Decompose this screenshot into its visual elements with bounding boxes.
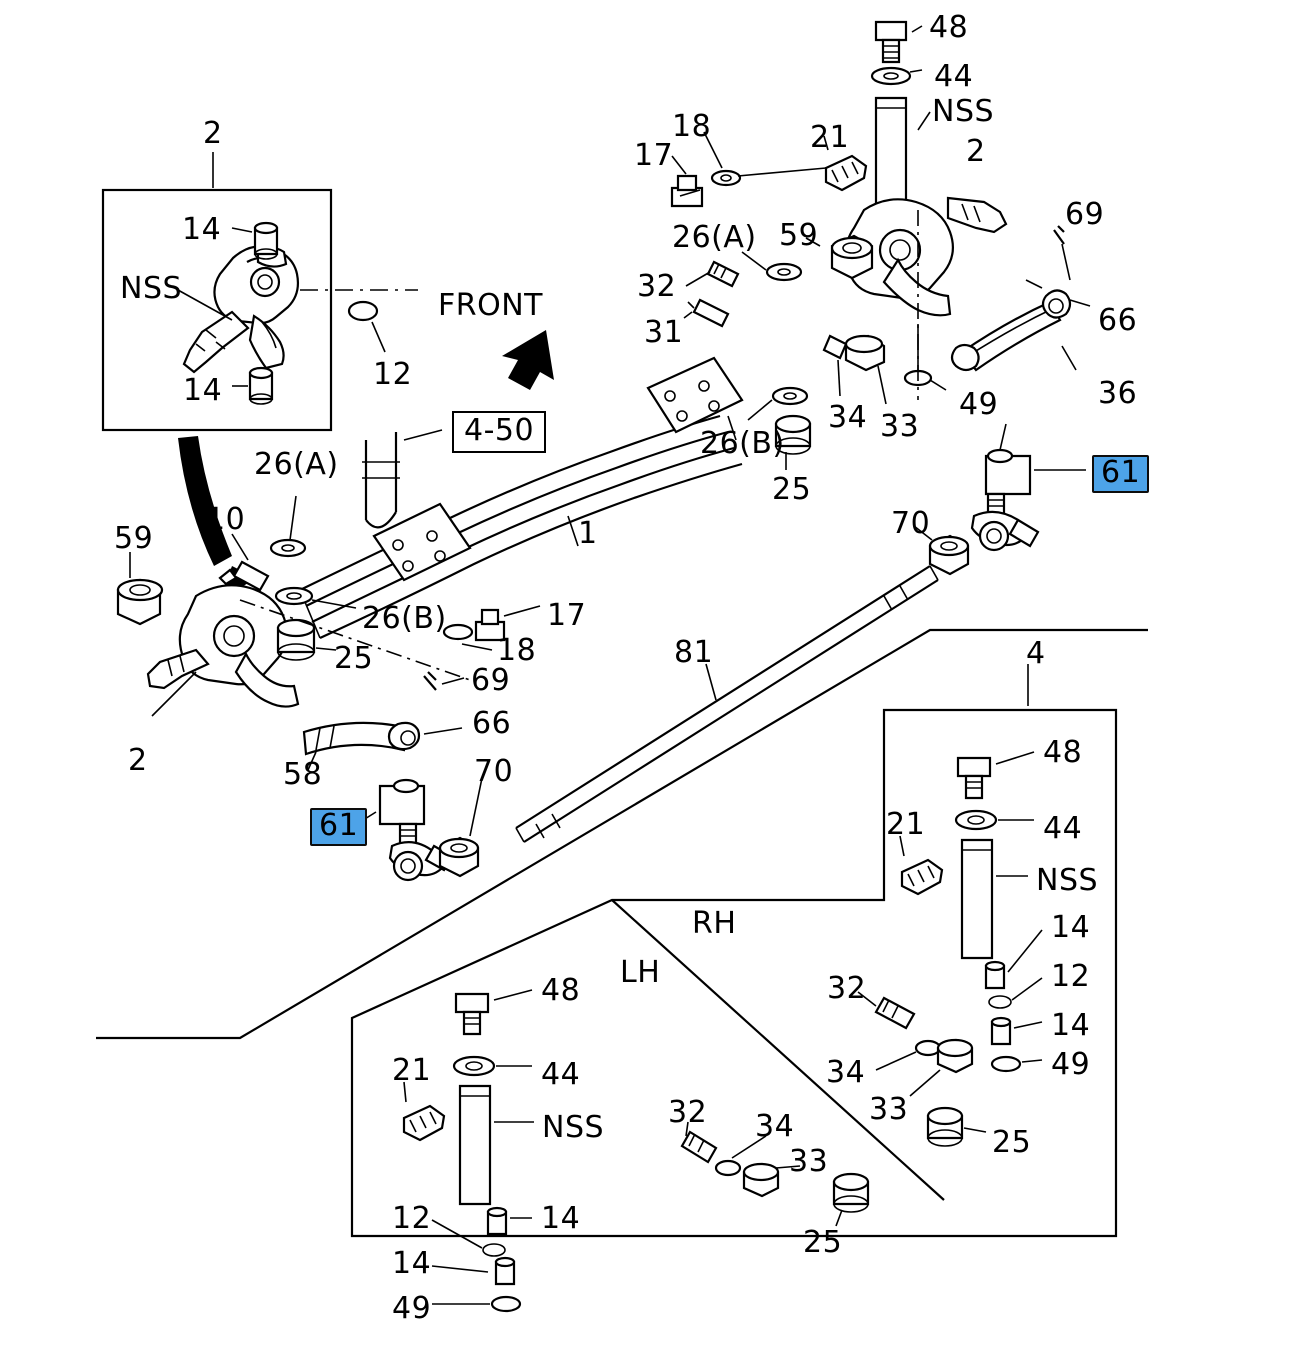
callout-70-left: 70 <box>474 754 514 789</box>
reference-4-50: 4-50 <box>452 411 546 453</box>
callout-21-top: 21 <box>810 120 850 155</box>
callout-26a-top: 26(A) <box>672 220 757 255</box>
callout-49-rh: 49 <box>1051 1047 1091 1082</box>
side-label-rh: RH <box>692 906 737 941</box>
callout-34-rh: 34 <box>826 1055 866 1090</box>
callout-25-lh: 25 <box>803 1225 843 1260</box>
callout-14-inset-a: 14 <box>182 212 222 247</box>
callout-nss-inset: NSS <box>120 271 183 306</box>
callout-12-inset: 12 <box>373 357 413 392</box>
callout-1: 1 <box>578 516 598 551</box>
callout-12-rh: 12 <box>1051 959 1091 994</box>
callout-nss-rh: NSS <box>1036 863 1099 898</box>
callout-21-rh: 21 <box>886 807 926 842</box>
callout-10: 10 <box>206 502 246 537</box>
callout-21-lh: 21 <box>392 1053 432 1088</box>
front-direction-label: FRONT <box>438 288 543 323</box>
callout-58: 58 <box>283 757 323 792</box>
callout-59-left: 59 <box>114 521 154 556</box>
callout-34-top: 34 <box>828 400 868 435</box>
callout-49-lh: 49 <box>392 1291 432 1326</box>
callout-66-left: 66 <box>472 706 512 741</box>
callout-26b-top: 26(B) <box>700 426 785 461</box>
callout-81: 81 <box>674 635 714 670</box>
callout-nss-lh: NSS <box>542 1110 605 1145</box>
callout-2-left: 2 <box>128 743 148 778</box>
callout-4: 4 <box>1026 636 1046 671</box>
callout-69-right: 69 <box>1065 197 1105 232</box>
callout-26b-left: 26(B) <box>362 601 447 636</box>
callout-18-left: 18 <box>497 633 537 668</box>
callout-48-rh: 48 <box>1043 735 1083 770</box>
side-label-lh: LH <box>620 955 661 990</box>
callout-25-rh: 25 <box>992 1125 1032 1160</box>
callout-48-lh: 48 <box>541 973 581 1008</box>
callout-14-rh-2: 14 <box>1051 1008 1091 1043</box>
callout-44-top: 44 <box>934 59 974 94</box>
highlighted-part-61-right[interactable]: 61 <box>1092 455 1149 493</box>
callout-14-lh: 14 <box>541 1201 581 1236</box>
callout-17-top: 17 <box>634 138 674 173</box>
callout-17-left: 17 <box>547 598 587 633</box>
callout-18-top: 18 <box>672 109 712 144</box>
callout-25-top: 25 <box>772 472 812 507</box>
callout-26a-left: 26(A) <box>254 447 339 482</box>
callout-31: 31 <box>644 315 684 350</box>
callout-32-lh: 32 <box>668 1095 708 1130</box>
callout-70-right: 70 <box>891 506 931 541</box>
callout-14-inset-b: 14 <box>183 373 223 408</box>
callout-44-rh: 44 <box>1043 811 1083 846</box>
highlighted-part-61-left[interactable]: 61 <box>310 808 367 846</box>
callout-33-lh: 33 <box>789 1144 829 1179</box>
callout-49-top: 49 <box>959 387 999 422</box>
callout-34-lh: 34 <box>755 1109 795 1144</box>
callout-66-right: 66 <box>1098 303 1138 338</box>
callout-25-left: 25 <box>334 641 374 676</box>
callout-14-rh: 14 <box>1051 910 1091 945</box>
callout-36: 36 <box>1098 376 1138 411</box>
callout-32-top: 32 <box>637 269 677 304</box>
callout-33-top: 33 <box>880 409 920 444</box>
callout-2-inset: 2 <box>203 116 223 151</box>
callout-33-rh: 33 <box>869 1092 909 1127</box>
callout-44-lh: 44 <box>541 1057 581 1092</box>
callout-32-rh: 32 <box>827 971 867 1006</box>
callout-2-top-right: 2 <box>966 134 986 169</box>
callout-48-top: 48 <box>929 10 969 45</box>
callout-69-left: 69 <box>471 663 511 698</box>
callout-14-lh-2: 14 <box>392 1246 432 1281</box>
callout-12-lh: 12 <box>392 1201 432 1236</box>
callout-59-top: 59 <box>779 218 819 253</box>
callout-nss-top: NSS <box>932 94 995 129</box>
